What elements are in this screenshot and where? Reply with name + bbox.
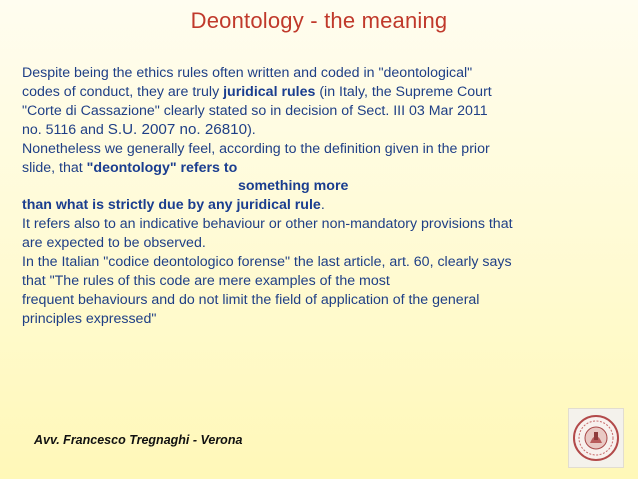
emphasis-something-more: something more bbox=[238, 178, 349, 195]
emphasis-deontology: "deontology" refers to bbox=[86, 159, 238, 176]
body-line bbox=[22, 64, 622, 83]
body-line bbox=[22, 215, 622, 234]
body-line bbox=[22, 102, 622, 121]
text-segment: S.U. 2007 no. 26810 bbox=[107, 120, 248, 138]
body-line bbox=[22, 253, 622, 272]
body-line bbox=[22, 234, 622, 253]
body-line bbox=[22, 83, 622, 102]
text-segment: It refers also to an indicative behaviour or other non-mandatory provisions that bbox=[22, 216, 513, 233]
text-segment: ). bbox=[247, 121, 256, 138]
body-line bbox=[22, 272, 622, 291]
text-segment: slide, that bbox=[22, 159, 87, 176]
text-segment: frequent behaviours and do not limit the field of application of the general bbox=[22, 291, 480, 308]
text-segment: codes of conduct, they are truly bbox=[22, 83, 224, 100]
text-segment: . bbox=[320, 197, 325, 214]
text-segment: principles expressed" bbox=[22, 310, 157, 327]
seal-icon bbox=[569, 409, 623, 467]
text-segment: no. 5116 and bbox=[22, 121, 108, 138]
text-segment: Nonetheless we generally feel, according to the definition given in the prior bbox=[22, 140, 490, 157]
text-segment: Despite being the ethics rules often written and coded in "deontological" bbox=[22, 65, 473, 81]
body-line bbox=[22, 291, 622, 310]
slide-title: Deontology - the meaning bbox=[190, 8, 448, 33]
footer-author: Avv. Francesco Tregnaghi - Verona bbox=[34, 433, 243, 447]
body-line bbox=[22, 177, 622, 196]
body-line bbox=[22, 310, 622, 329]
emphasis-juridical-rules: juridical rules bbox=[223, 83, 316, 100]
text-segment: (in Italy, the Supreme Court bbox=[315, 83, 492, 100]
body-line bbox=[22, 196, 622, 215]
body-line bbox=[22, 140, 622, 159]
text-segment: In the Italian "codice deontologico forense" the last article, art. 60, clearly says bbox=[22, 254, 512, 271]
text-segment: "Corte di Cassazione" clearly stated so in decision of Sect. III 03 Mar 2011 bbox=[22, 102, 488, 119]
text-segment: that "The rules of this code are mere examples of the most bbox=[22, 272, 390, 289]
seal-logo bbox=[568, 408, 624, 468]
emphasis-juridical-rule: than what is strictly due by any juridical rule bbox=[22, 197, 321, 214]
body-line bbox=[22, 159, 622, 178]
text-segment: are expected to be observed. bbox=[22, 235, 206, 252]
body-line bbox=[22, 121, 622, 140]
slide-body bbox=[22, 64, 622, 329]
